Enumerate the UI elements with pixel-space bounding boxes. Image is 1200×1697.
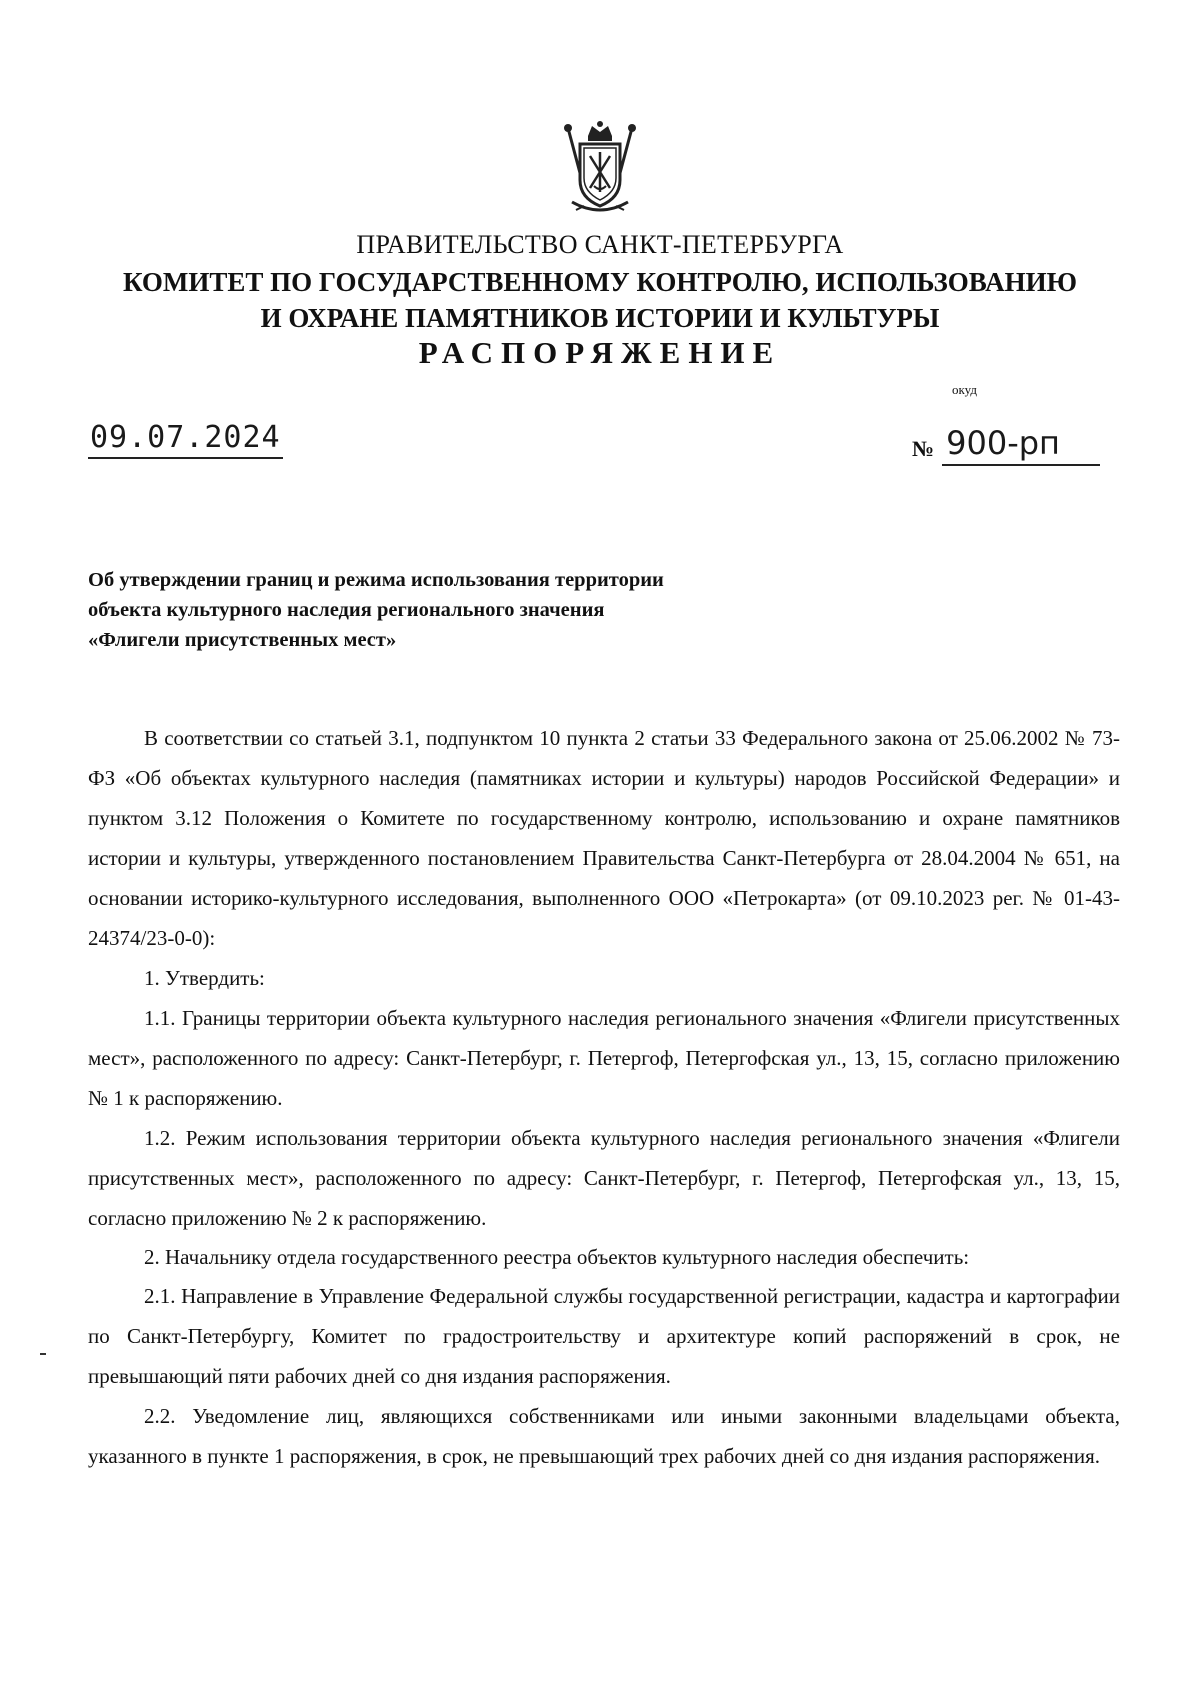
document-subject: [88, 565, 808, 655]
number-prefix: №: [912, 436, 935, 461]
okud-label: окуд: [952, 382, 977, 397]
document-body: [88, 718, 1120, 1476]
paragraph-2: 2. Начальнику отдела государственного реестра объектов культурного наследия обеспечить:: [144, 1245, 970, 1269]
margin-mark: [40, 1353, 46, 1355]
government-title: ПРАВИТЕЛЬСТВО САНКТ-ПЕТЕРБУРГА: [356, 230, 844, 259]
document-date: 09.07.2024: [88, 420, 283, 459]
paragraph-1-1: 1.1. Границы территории объекта культурного наследия регионального значения «Флигели присутственных мест», расположенного по адресу: Санкт-Петербург, г. Петергоф, Петергофская ул., 13, 15, согласно приложению № 1 к распоряжению.: [88, 1006, 1120, 1110]
committee-title: [0, 264, 1200, 336]
preamble-paragraph: В соответствии со статьей 3.1, подпунктом 10 пункта 2 статьи 33 Федерального закона от 25.06.2002 № 73-ФЗ «Об объектах культурного наследия (памятниках истории и культуры) народов Российской Федерации» и пунктом 3.12 Положения о Комитете по государственному контролю, использованию и охране памятников истории и культуры, утвержденного постановлением Правительства Санкт-Петербурга от 28.04.2004 № 651, на основании историко-культурного исследования, выполненного ООО «Петрокарта» (от 09.10.2023 рег. № 01-43-24374/23-0-0):: [88, 726, 1120, 950]
subject-line-1: Об утверждении границ и режима использования территории: [88, 569, 664, 591]
subject-line-2: объекта культурного наследия регионального значения: [88, 599, 605, 621]
number-value: 900-рп: [942, 424, 1100, 466]
paragraph-1: 1. Утвердить:: [144, 966, 265, 990]
paragraph-2-1: 2.1. Направление в Управление Федеральной службы государственной регистрации, кадастра и картографии по Санкт-Петербургу, Комитет по градостроительству и архитектуре копий распоряжений в срок, не превышающий пяти рабочих дней со дня издания распоряжения.: [88, 1284, 1120, 1388]
paragraph-1-2: 1.2. Режим использования территории объекта культурного наследия регионального значения «Флигели присутственных мест», расположенного по адресу: Санкт-Петербург, г. Петергоф, Петергофская ул., 13, 15, согласно приложению № 2 к распоряжению.: [88, 1126, 1120, 1230]
paragraph-2-2: 2.2. Уведомление лиц, являющихся собственниками или иными законными владельцами объекта, указанного в пункте 1 распоряжения, в срок, не превышающий трех рабочих дней со дня издания распоряжения.: [88, 1404, 1120, 1468]
coat-of-arms-icon: [554, 118, 646, 218]
committee-title-line-2: И ОХРАНЕ ПАМЯТНИКОВ ИСТОРИИ И КУЛЬТУРЫ: [260, 303, 940, 333]
subject-line-3: «Флигели присутственных мест»: [88, 629, 397, 651]
document-number: [912, 424, 1100, 466]
committee-title-line-1: КОМИТЕТ ПО ГОСУДАРСТВЕННОМУ КОНТРОЛЮ, ИСПОЛЬЗОВАНИЮ: [123, 267, 1077, 297]
document-type: РАСПОРЯЖЕНИЕ: [418, 335, 782, 370]
